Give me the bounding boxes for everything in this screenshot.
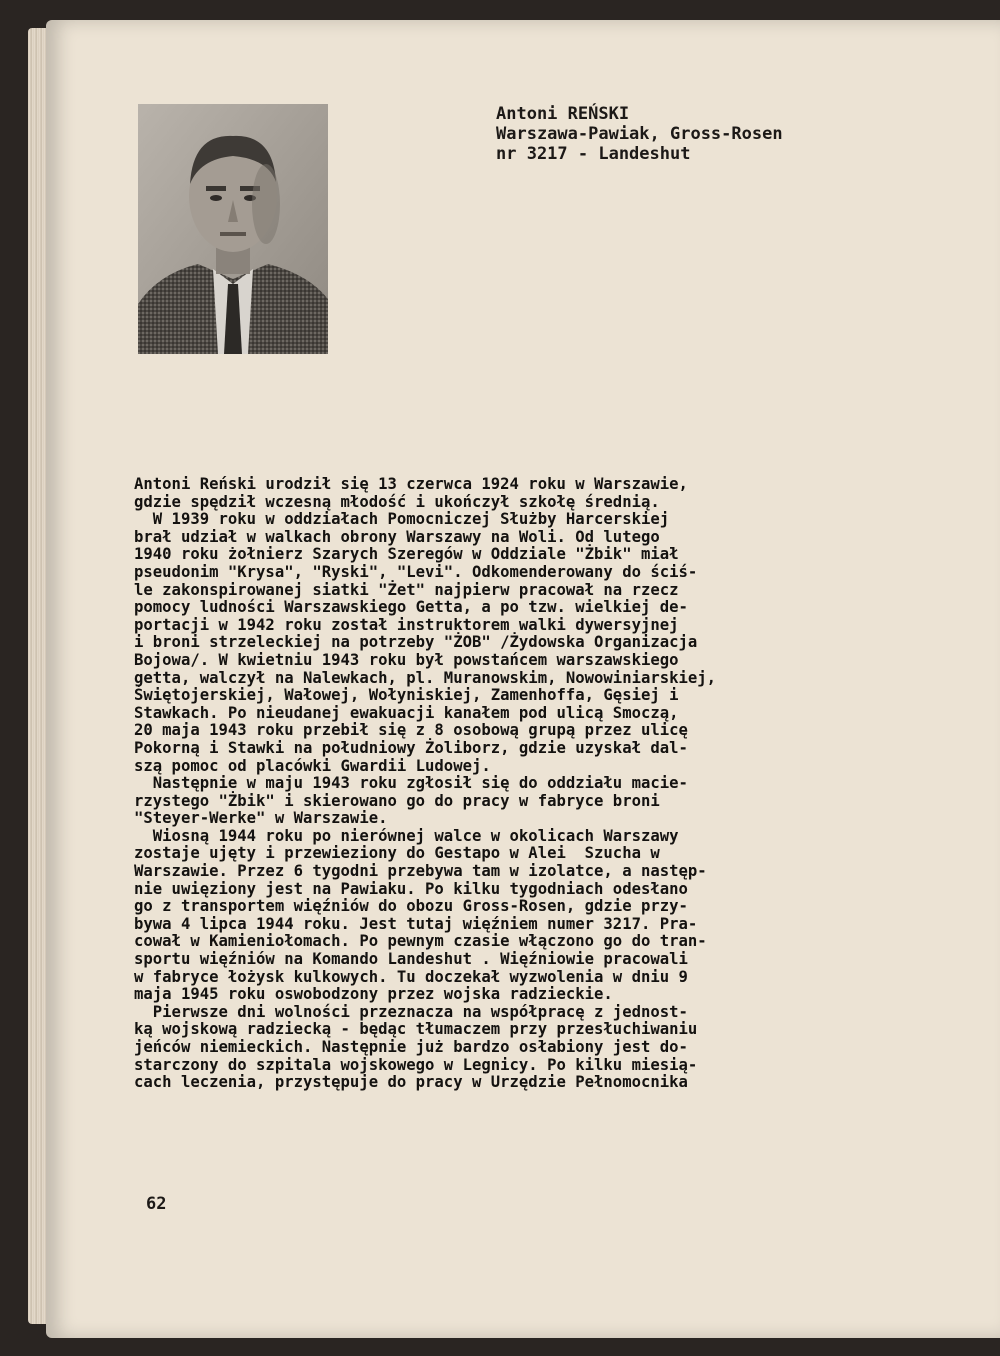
text-line: getta, walczył na Nalewkach, pl. Muranowskim, Nowowiniarskiej, xyxy=(134,668,717,687)
text-line: Bojowa/. W kwietniu 1943 roku był powstańcem warszawskiego xyxy=(134,650,679,669)
text-line: brał udział w walkach obrony Warszawy na Woli. Od lutego xyxy=(134,527,660,546)
caption-number: nr 3217 - Landeshut xyxy=(496,144,691,164)
text-line: cował w Kamieniołomach. Po pewnym czasie włączono go do tran- xyxy=(134,932,707,951)
text-line: szą pomoc od placówki Gwardii Ludowej. xyxy=(134,756,491,775)
text-line: W 1939 roku w oddziałach Pomocniczej Służby Harcerskiej xyxy=(134,510,670,529)
text-line: rzystego "Żbik" i skierowano go do pracy w fabryce broni xyxy=(134,791,660,810)
page-number: 62 xyxy=(146,1194,167,1214)
text-line: Warszawie. Przez 6 tygodni przebywa tam w izolatce, a następ- xyxy=(134,862,707,881)
text-line: Antoni Reński urodził się 13 czerwca 1924 roku w Warszawie, xyxy=(134,475,688,493)
text-line: "Steyer-Werke" w Warszawie. xyxy=(134,809,388,828)
text-line: gdzie spędził wczesną młodość i ukończył szkołę średnią. xyxy=(134,492,660,511)
biography-text xyxy=(134,476,854,1092)
caption-name: Antoni REŃSKI xyxy=(496,104,630,124)
text-line: 20 maja 1943 roku przebił się z 8 osobową grupą przez ulicę xyxy=(134,721,688,740)
text-line: bywa 4 lipca 1944 roku. Jest tutaj więźniem numer 3217. Pra- xyxy=(134,914,698,933)
text-line: starczony do szpitala wojskowego w Legnicy. Po kilku miesią- xyxy=(134,1055,698,1074)
text-line: pomocy ludności Warszawskiego Getta, a po tzw. wielkiej de- xyxy=(134,598,688,617)
text-line: go z transportem więźniów do obozu Gross-Rosen, gdzie przy- xyxy=(134,897,688,916)
text-line: 1940 roku żołnierz Szarych Szeregów w Oddziale "Żbik" miał xyxy=(134,545,679,564)
text-line: ką wojskową radziecką - będąc tłumaczem przy przesłuchiwaniu xyxy=(134,1020,698,1039)
text-line: Świętojerskiej, Wałowej, Wołyniskiej, Zamenhoffa, Gęsiej i xyxy=(134,686,679,705)
text-line: w fabryce łożysk kulkowych. Tu doczekał wyzwolenia w dniu 9 xyxy=(134,967,688,986)
text-line: portacji w 1942 roku został instruktorem walki dywersyjnej xyxy=(134,615,679,634)
caption-camps: Warszawa-Pawiak, Gross-Rosen xyxy=(496,124,783,144)
portrait-photo xyxy=(138,104,328,354)
portrait-icon xyxy=(138,104,328,354)
caption xyxy=(496,104,783,164)
text-line: Pierwsze dni wolności przeznacza na współpracę z jednost- xyxy=(134,1002,688,1021)
text-line: sportu więźniów na Komando Landeshut . Więźniowie pracowali xyxy=(134,950,688,969)
text-line: pseudonim "Krysa", "Ryski", "Levi". Odkomenderowany do ściś- xyxy=(134,562,698,581)
text-line: le zakonspirowanej siatki "Żet" najpierw pracował na rzecz xyxy=(134,580,679,599)
text-line: maja 1945 roku oswobodzony przez wojska radzieckie. xyxy=(134,985,613,1004)
text-line: jeńców niemieckich. Następnie już bardzo osłabiony jest do- xyxy=(134,1038,688,1056)
text-line: Pokorną i Stawki na południowy Żoliborz, gdzie uzyskał dal- xyxy=(134,738,688,757)
text-line: Następnie w maju 1943 roku zgłosił się do oddziału macie- xyxy=(134,774,688,793)
text-line: Wiosną 1944 roku po nierównej walce w okolicach Warszawy xyxy=(134,826,679,845)
text-line: nie uwięziony jest na Pawiaku. Po kilku tygodniach odesłano xyxy=(134,879,688,898)
text-line: zostaje ujęty i przewieziony do Gestapo w Alei Szucha w xyxy=(134,844,660,863)
text-line: i broni strzeleckiej na potrzeby "ŻOB" /Żydowska Organizacja xyxy=(134,633,698,652)
text-line: cach leczenia, przystępuje do pracy w Urzędzie Pełnomocnika xyxy=(134,1073,688,1092)
text-line: Stawkach. Po nieudanej ewakuacji kanałem pod ulicą Smoczą, xyxy=(134,703,679,722)
